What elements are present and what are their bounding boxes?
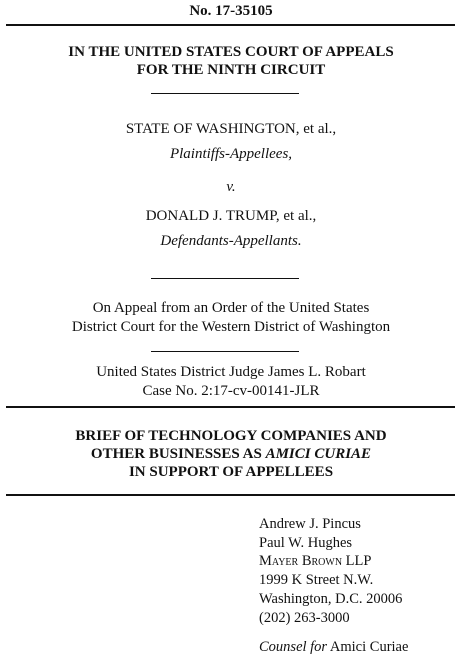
counsel-name-1: Andrew J. Pincus [259,516,361,532]
appeal-line-2: District Court for the Western District of Washington [71,319,391,335]
mid-rule [6,406,455,408]
firm-street: 1999 K Street N.W. [259,572,374,589]
court-name [0,43,462,79]
counsel-block [259,515,459,627]
plaintiff-role: Plaintiffs-Appellees, [169,146,293,162]
court-line-2: FOR THE NINTH CIRCUIT [136,62,326,78]
district-case-number: Case No. 2:17-cv-00141-JLR [142,383,320,399]
brief-title-line-2: OTHER BUSINESSES AS AMICI CURIAE [90,446,372,462]
judge-info [0,363,462,401]
firm-phone: (202) 263-3000 [259,609,350,626]
counsel-role: Counsel for Amici Curiae [259,639,409,655]
counsel-name-2: Paul W. Hughes [259,534,353,551]
versus: v. [226,179,236,195]
brief-title-line-1: BRIEF OF TECHNOLOGY COMPANIES AND [75,428,387,444]
divider-1 [151,93,299,94]
bottom-rule [6,494,455,496]
case-number: No. 17-35105 [189,3,273,19]
appeal-line-1: On Appeal from an Order of the United States [92,300,370,316]
firm-city: Washington, D.C. 20006 [259,590,403,607]
top-rule [6,24,455,26]
defendant-name: DONALD J. TRUMP, et al., [145,208,317,224]
divider-2 [151,278,299,279]
appeal-description [0,299,462,337]
amici-curiae-italic: AMICI CURIAE [265,446,372,462]
divider-3 [151,351,299,352]
law-firm: Mayer Brown LLP [259,553,372,570]
defendant-role: Defendants-Appellants. [160,233,302,249]
brief-title-line-3: IN SUPPORT OF APPELLEES [128,464,334,480]
judge-line: United States District Judge James L. Robart [96,364,366,380]
brief-title [0,427,462,481]
court-line-1: IN THE UNITED STATES COURT OF APPEALS [68,44,394,60]
plaintiff-name: STATE OF WASHINGTON, et al., [125,121,337,137]
